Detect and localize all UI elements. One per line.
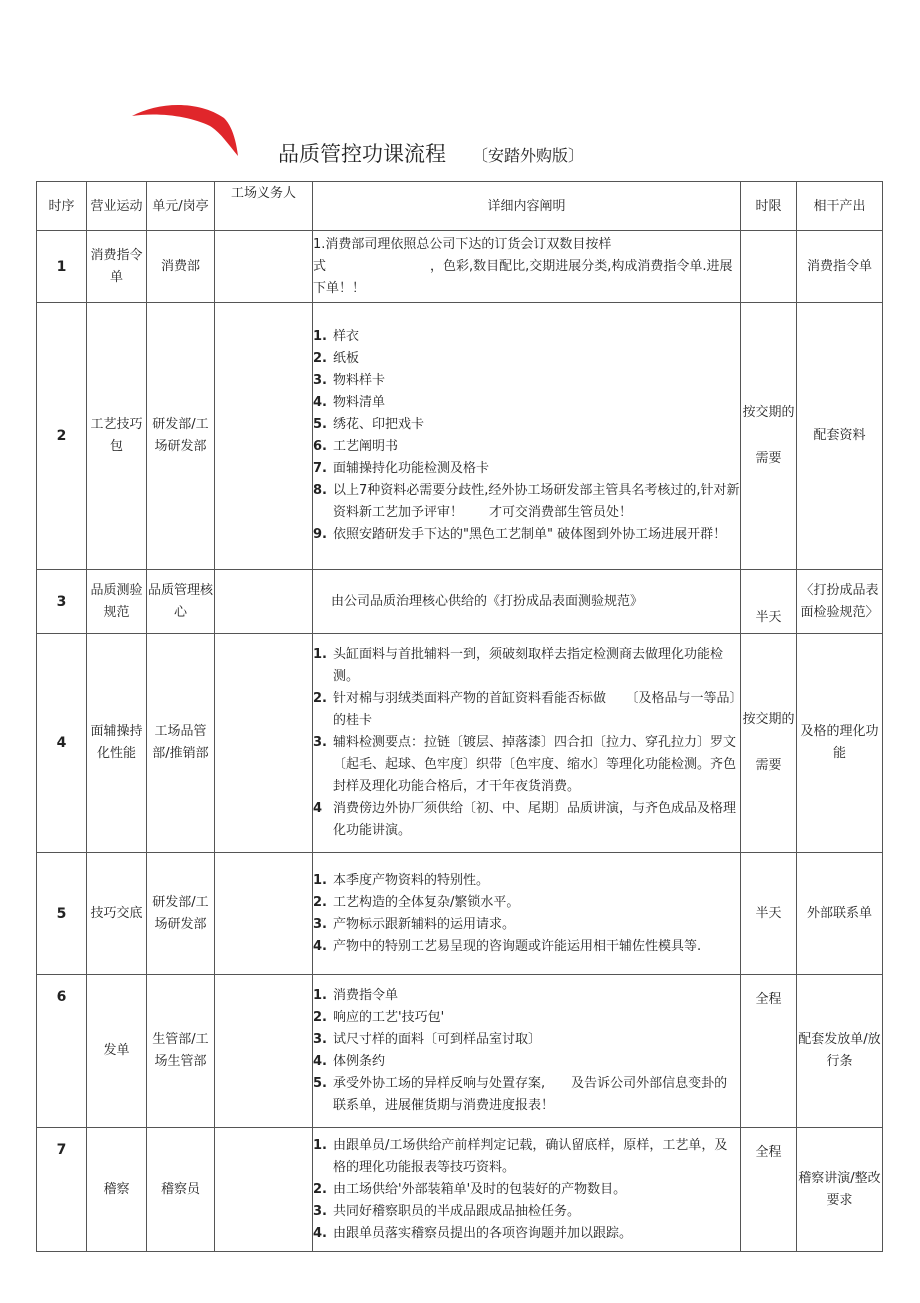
item-number: 3. — [313, 1032, 327, 1047]
table-row — [37, 975, 883, 1128]
row-time: 半天 — [741, 853, 797, 975]
item-text: 试尺寸样的面料〔可到样品室讨取〕 — [333, 1032, 542, 1047]
item-number: 5. — [313, 1076, 327, 1091]
item-text: 辅料检测要点：拉链〔镀层、掉落漆〕四合扣〔拉力、穿孔拉力〕罗文〔起毛、起球、色牢度〕织带〔色牢度、缩水〕等理化功能检测。齐色封样及理化功能合格后，才干年夜货消费。 — [333, 735, 737, 794]
detail-list-item — [313, 1007, 740, 1029]
row-unit: 研发部/工场研发部 — [147, 853, 215, 975]
row-unit: 品质管理核心 — [147, 570, 215, 634]
row-unit: 生管部/工场生管部 — [147, 975, 215, 1128]
title-text: 品质管控功课流程 — [278, 142, 446, 166]
row-seq: 4 — [37, 634, 87, 853]
detail-list-item — [313, 644, 740, 688]
item-text: 物料样卡 — [333, 373, 386, 388]
table-row — [37, 570, 883, 634]
process-table — [36, 181, 883, 1252]
item-number: 4. — [313, 1225, 327, 1241]
detail-paragraph: 由公司品质治理核心供给的《打扮成品表面测验规范》 — [331, 593, 644, 609]
item-number: 2. — [313, 691, 327, 706]
row-detail — [313, 570, 741, 634]
row-detail — [313, 231, 741, 303]
detail-list-item — [313, 892, 740, 914]
row-time — [741, 231, 797, 303]
item-text: 绣花、印把戏卡 — [333, 417, 425, 432]
detail-list-item — [313, 1073, 740, 1117]
row-activity: 工艺技巧包 — [87, 303, 147, 570]
detail-list-item — [313, 936, 740, 958]
item-text: 消费指令单 — [333, 988, 399, 1003]
row-output: 外部联系单 — [797, 853, 883, 975]
item-number: 1. — [313, 1137, 327, 1153]
row-activity: 消费指令单 — [87, 231, 147, 303]
item-text: 头缸面料与首批辅料一到，须破刻取样去指定检测商去做理化功能检测。 — [333, 647, 724, 684]
item-text: 体例条约 — [333, 1054, 386, 1069]
row-owner — [215, 634, 313, 853]
item-number: 4. — [313, 938, 327, 954]
row-activity: 稽察 — [87, 1128, 147, 1252]
detail-list-item — [313, 392, 740, 414]
detail-list-item — [313, 914, 740, 936]
item-text: 面辅操持化功能检测及格卡 — [333, 461, 490, 476]
page-title — [278, 138, 584, 168]
detail-list-item — [313, 458, 740, 480]
item-number: 1. — [313, 329, 327, 344]
row-seq: 7 — [37, 1128, 87, 1252]
item-text: 响应的工艺'技巧包' — [333, 1010, 445, 1025]
table-row — [37, 853, 883, 975]
row-owner — [215, 570, 313, 634]
header-seq: 时序 — [37, 182, 87, 231]
row-output: 及格的理化功能 — [797, 634, 883, 853]
row-seq: 1 — [37, 231, 87, 303]
row-seq: 3 — [37, 570, 87, 634]
table-row — [37, 303, 883, 570]
item-number: 3. — [313, 735, 327, 750]
item-text: 消费傍边外协厂须供给〔初、中、尾期〕品质讲演，与齐色成品及格理化功能讲演。 — [333, 801, 737, 838]
item-text: 工艺阐明书 — [333, 439, 399, 454]
row-activity: 技巧交底 — [87, 853, 147, 975]
table-row — [37, 231, 883, 303]
detail-list-item — [313, 732, 740, 798]
item-number: 9. — [313, 527, 327, 542]
row-seq: 5 — [37, 853, 87, 975]
row-owner — [215, 975, 313, 1128]
detail-list-item — [313, 326, 740, 348]
item-number: 4. — [313, 395, 327, 410]
item-text: 由跟单员/工场供给产前样判定记载，确认留底样，原样，工艺单，及格的理化功能报表等技巧资料。 — [333, 1137, 728, 1175]
header-activity: 营业运动 — [87, 182, 147, 231]
detail-list-item — [313, 870, 740, 892]
row-detail — [313, 975, 741, 1128]
item-text: 产物中的特别工艺易呈现的咨询题或许能运用相干辅佐性模具等. — [333, 938, 702, 954]
detail-list-item — [313, 1051, 740, 1073]
row-time: 全程 — [741, 1128, 797, 1252]
row-seq: 2 — [37, 303, 87, 570]
item-number: 2. — [313, 894, 327, 910]
item-text: 工艺构造的全体复杂/繁锁水平。 — [333, 894, 520, 910]
item-text: 由跟单员落实稽察员提出的各项咨询题并加以跟踪。 — [333, 1225, 633, 1241]
detail-list-item — [313, 414, 740, 436]
item-number: 2. — [313, 1010, 327, 1025]
item-number: 6. — [313, 439, 327, 454]
table-row — [37, 634, 883, 853]
item-number: 3. — [313, 373, 327, 388]
row-time: 按交期的需要 — [741, 634, 797, 853]
row-unit: 稽察员 — [147, 1128, 215, 1252]
anta-logo-icon — [128, 100, 243, 162]
detail-list-item — [313, 1029, 740, 1051]
item-text: 以上7种资料必需要分歧性,经外协工场研发部主管具名考核过的,针对新资料新工艺加予评审！ 才可交消费部生管员处！ — [333, 483, 740, 520]
item-number: 5. — [313, 417, 327, 432]
detail-list-item — [313, 1223, 740, 1245]
item-text: 本季度产物资料的特别性。 — [333, 872, 490, 888]
table-header-row — [37, 182, 883, 231]
item-text: 产物标示跟新辅料的运用请求。 — [333, 916, 516, 932]
detail-list-item — [313, 436, 740, 458]
row-output: 配套发放单/放行条 — [797, 975, 883, 1128]
header-unit: 单元/岗亭 — [147, 182, 215, 231]
item-number: 4. — [313, 1054, 327, 1069]
item-text: 物料清单 — [333, 395, 386, 410]
item-text: 纸板 — [333, 351, 360, 366]
header-owner: 工场义务人 — [215, 182, 313, 231]
row-output: 配套资料 — [797, 303, 883, 570]
detail-list-item — [313, 480, 740, 524]
item-text: 依照安踏研发手下达的"黑色工艺制单" 破体图到外协工场进展开群！ — [333, 527, 727, 542]
detail-list-item — [313, 524, 740, 546]
item-number: 4 — [313, 801, 323, 816]
header-output: 相干产出 — [797, 182, 883, 231]
row-time: 半天 — [741, 570, 797, 634]
row-activity: 发单 — [87, 975, 147, 1128]
detail-list-item — [313, 1201, 740, 1223]
item-text: 承受外协工场的异样反响与处置存案, 及告诉公司外部信息变卦的联系单，进展催货期与消费进度报表！ — [333, 1076, 728, 1113]
item-number: 2. — [313, 1181, 327, 1197]
item-text: 样衣 — [333, 329, 360, 344]
item-text: 由工场供给'外部装箱单'及时的包装好的产物数目。 — [333, 1181, 627, 1197]
row-activity: 面辅操持化性能 — [87, 634, 147, 853]
title-subtitle: 〔安踏外购版〕 — [472, 146, 585, 165]
row-owner — [215, 231, 313, 303]
row-owner — [215, 303, 313, 570]
item-text: 针对棉与羽绒类面料产物的首缸资料看能否标做 〔及格品与一等品〕的桂卡 — [333, 691, 737, 728]
row-detail — [313, 1128, 741, 1252]
row-unit: 研发部/工场研发部 — [147, 303, 215, 570]
row-detail — [313, 634, 741, 853]
row-unit: 消费部 — [147, 231, 215, 303]
item-number: 1. — [313, 872, 327, 888]
detail-list-item — [313, 798, 740, 842]
detail-list-item — [313, 985, 740, 1007]
header-time: 时限 — [741, 182, 797, 231]
detail-list-item — [313, 1179, 740, 1201]
table-row — [37, 1128, 883, 1252]
row-detail — [313, 853, 741, 975]
detail-paragraph: 1.消费部司理依照总公司下达的订货会订双数目按样式 ，色彩,数目配比,交期进展分类,构成消费指令单.进展下单！！ — [313, 236, 733, 296]
row-output: 〈打扮成品表面检验规范〉 — [797, 570, 883, 634]
row-time: 按交期的需要 — [741, 303, 797, 570]
row-seq: 6 — [37, 975, 87, 1128]
row-unit: 工场品管部/推销部 — [147, 634, 215, 853]
row-output: 消费指令单 — [797, 231, 883, 303]
item-number: 1. — [313, 988, 327, 1003]
item-number: 3. — [313, 1203, 327, 1219]
item-number: 7. — [313, 461, 327, 476]
row-detail — [313, 303, 741, 570]
detail-list-item — [313, 348, 740, 370]
item-number: 3. — [313, 916, 327, 932]
row-owner — [215, 853, 313, 975]
item-text: 共同好稽察职员的半成品跟成品抽检任务。 — [333, 1203, 581, 1219]
detail-list-item — [313, 370, 740, 392]
item-number: 2. — [313, 351, 327, 366]
row-time: 全程 — [741, 975, 797, 1128]
detail-list-item — [313, 1135, 740, 1179]
header-detail: 详细内容阐明 — [313, 182, 741, 231]
item-number: 8. — [313, 483, 327, 498]
row-owner — [215, 1128, 313, 1252]
detail-list-item — [313, 688, 740, 732]
row-activity: 品质测验规范 — [87, 570, 147, 634]
item-number: 1. — [313, 647, 327, 662]
row-output: 稽察讲演/整改要求 — [797, 1128, 883, 1252]
